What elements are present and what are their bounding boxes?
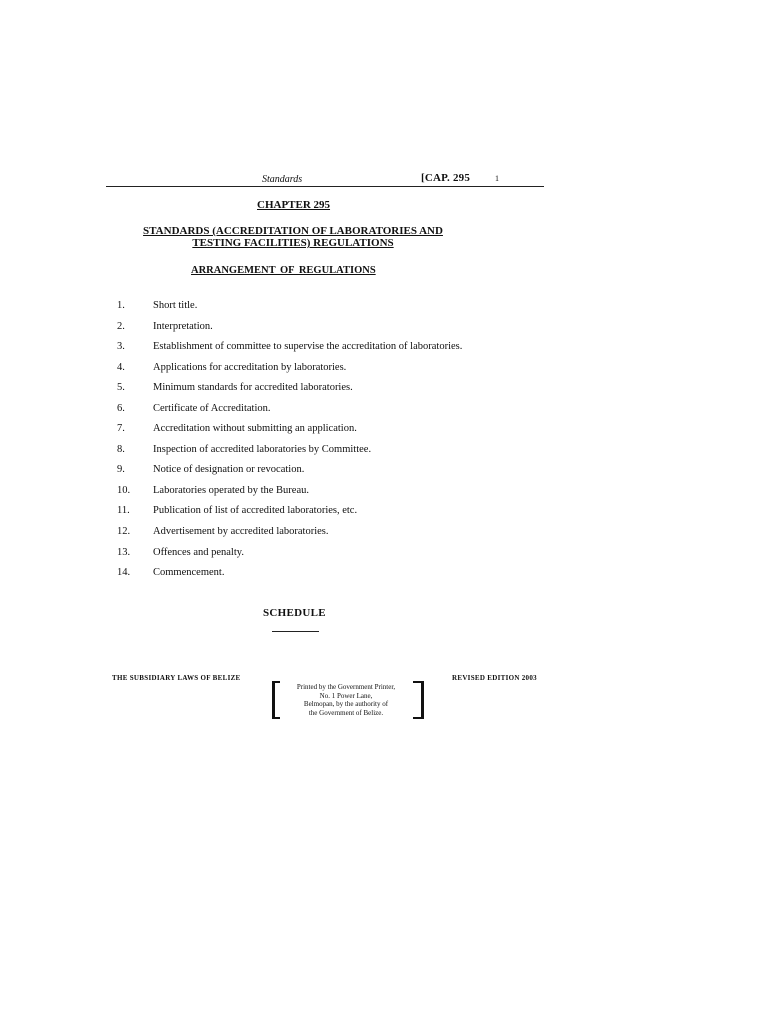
list-item	[117, 547, 537, 568]
printer-line: Belmopan, by the authority of	[303, 700, 389, 708]
regulations-list	[117, 300, 537, 588]
list-item	[117, 341, 537, 362]
item-text: Establishment of committee to supervise the accreditation of laboratories.	[153, 341, 463, 353]
item-number: 14.	[117, 567, 131, 579]
footer-publication: THE SUBSIDIARY LAWS OF BELIZE	[112, 674, 241, 682]
list-item	[117, 485, 537, 506]
item-number: 13.	[117, 546, 131, 558]
item-text: Minimum standards for accredited laboratories.	[153, 382, 353, 394]
printer-line: Printed by the Government Printer,	[296, 683, 396, 691]
list-item	[117, 362, 537, 383]
header-rule	[106, 186, 544, 187]
item-text: Certificate of Accreditation.	[153, 402, 271, 414]
schedule-heading: SCHEDULE	[263, 607, 326, 619]
regulations-title	[118, 225, 468, 249]
item-text: Accreditation without submitting an application.	[153, 423, 357, 435]
item-number: 9.	[117, 464, 125, 476]
item-number: 11.	[117, 505, 130, 517]
running-title: Standards	[262, 174, 303, 185]
list-item	[117, 300, 537, 321]
list-item	[117, 464, 537, 485]
item-text: Applications for accreditation by laboratories.	[153, 361, 347, 373]
footer-edition: REVISED EDITION 2003	[452, 674, 537, 682]
list-item	[117, 526, 537, 547]
item-number: 5.	[117, 382, 125, 394]
item-text: Publication of list of accredited laboratories, etc.	[153, 505, 358, 517]
item-number: 3.	[117, 341, 125, 353]
item-number: 2.	[117, 320, 125, 332]
page-number: 1	[495, 174, 499, 183]
title-line-1: STANDARDS (ACCREDITATION OF LABORATORIES AND	[143, 225, 443, 237]
list-item	[117, 382, 537, 403]
item-text: Commencement.	[153, 567, 225, 579]
chapter-heading: CHAPTER 295	[257, 199, 331, 211]
item-number: 4.	[117, 361, 125, 373]
arrangement-heading: ARRANGEMENT OF REGULATIONS	[191, 265, 376, 276]
schedule-rule	[272, 631, 319, 632]
list-item	[117, 321, 537, 342]
item-text: Interpretation.	[153, 320, 213, 332]
bracket-corner	[413, 681, 421, 683]
item-number: 8.	[117, 443, 125, 455]
bracket-corner	[272, 681, 280, 683]
bracket-corner	[413, 717, 421, 719]
title-line-2: TESTING FACILITIES) REGULATIONS	[192, 237, 394, 249]
list-item	[117, 567, 537, 588]
item-text: Inspection of accredited laboratories by Committee.	[153, 443, 372, 455]
item-number: 6.	[117, 402, 125, 414]
item-number: 1.	[117, 300, 125, 311]
item-text: Offences and penalty.	[153, 546, 244, 558]
printer-notice	[280, 683, 412, 717]
item-number: 10.	[117, 484, 131, 496]
list-item	[117, 423, 537, 444]
printer-line: No. 1 Power Lane,	[319, 691, 373, 700]
item-text: Notice of designation or revocation.	[153, 464, 305, 476]
list-item	[117, 403, 537, 424]
item-text: Short title.	[153, 300, 198, 311]
printer-line: the Government of Belize.	[308, 708, 384, 717]
list-item	[117, 444, 537, 465]
list-item	[117, 505, 537, 526]
item-number: 7.	[117, 423, 125, 435]
item-text: Advertisement by accredited laboratories.	[153, 526, 329, 538]
item-number: 12.	[117, 526, 131, 538]
bracket-corner	[272, 717, 280, 719]
item-text: Laboratories operated by the Bureau.	[153, 484, 309, 496]
cap-number: [CAP. 295	[421, 172, 471, 184]
